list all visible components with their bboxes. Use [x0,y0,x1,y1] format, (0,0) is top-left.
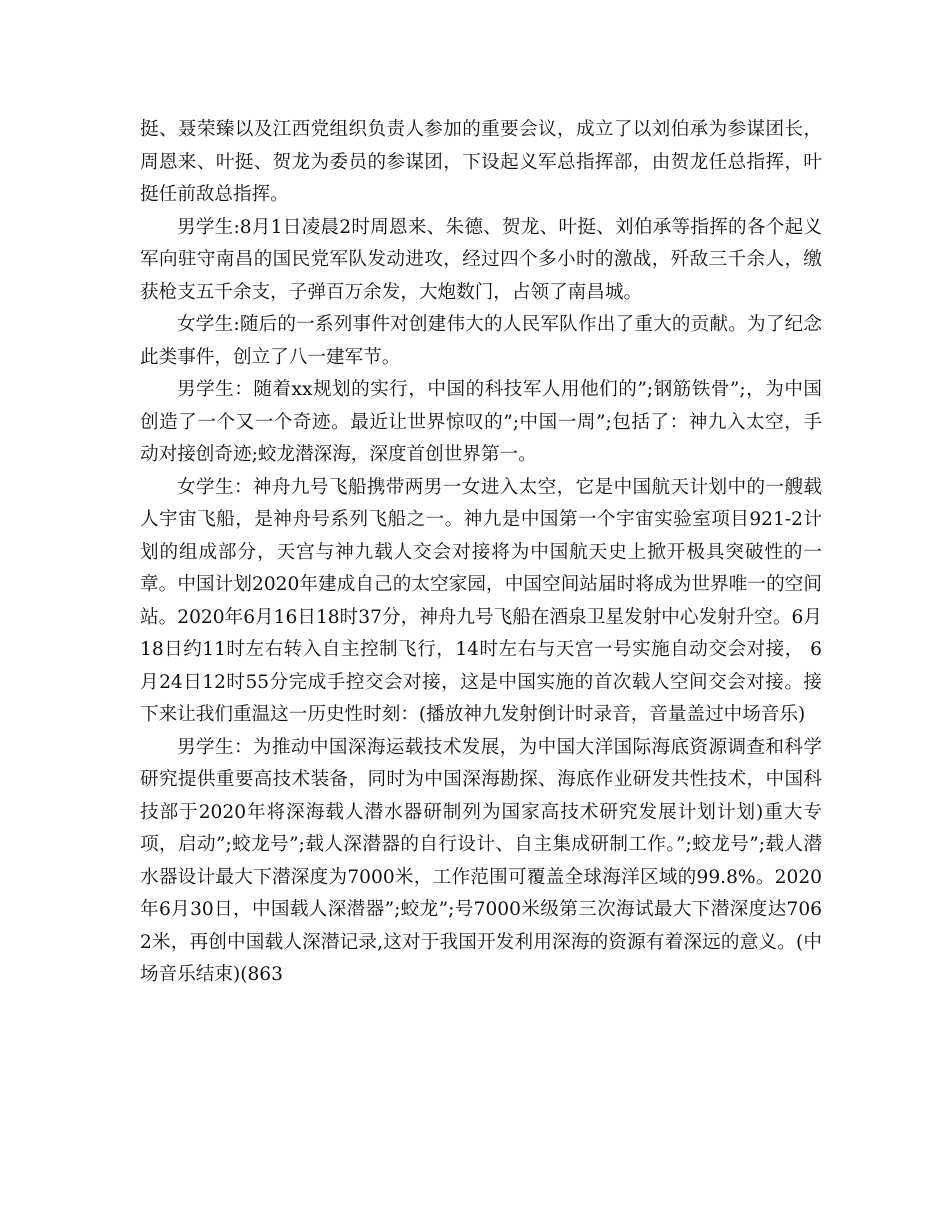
paragraph-male-student-jiaolong: 男学生：为推动中国深海运载技术发展，为中国大洋国际海底资源调查和科学研究提供重要高技术装备，同时为中国深海勘探、海底作业研发共性技术，中国科技部于2020年将深海载人潜水器研制列为国家高技术研究发展计划计划)重大专项，启动”;蛟龙号”;载人深潜器的自行设计、自主集成研制工作。”;蛟龙号”;载人潜水器设计最大下潜深度为7000米，工作范围可覆盖全球海洋区域的99.8%。2020年6月30日，中国载人深潜器”;蛟龙”;号7000米级第三次海试最大下潜深度达7062米，再创中国载人深潜记录,这对于我国开发利用深海的资源有着深远的意义。(中场音乐结束)(863 [140,736,822,985]
paragraph-male-student-nanchang: 男学生:8月1日凌晨2时周恩来、朱德、贺龙、叶挺、刘伯承等指挥的各个起义军向驻守南昌的国民党军队发动进攻，经过四个多小时的激战，歼敌三千余人，缴获枪支五千余支，子弹百万余发，大炮数门，占领了南昌城。 [140,216,822,303]
paragraph-conference-continuation: 挺、聂荣臻以及江西党组织负责人参加的重要会议，成立了以刘伯承为参谋团长，周恩来、叶挺、贺龙为委员的参谋团，下设起义军总指挥部，由贺龙任总指挥，叶挺任前敌总指挥。 [140,119,822,205]
paragraph-male-student-miracles: 男学生：随着xx规划的实行，中国的科技军人用他们的”;钢筋铁骨”;，为中国创造了一个又一个奇迹。最近让世界惊叹的”;中国一周”;包括了：神九入太空，手动对接创奇迹;蛟龙潜深海，深度首创世界第一。 [140,379,822,465]
paragraph-female-student-shenzhou: 女学生：神舟九号飞船携带两男一女进入太空，它是中国航天计划中的一艘载人宇宙飞船，是神舟号系列飞船之一。神九是中国第一个宇宙实验室项目921-2计划的组成部分，天宫与神九载人交会对接将为中国航天史上掀开极具突破性的一章。中国计划2020年建成自己的太空家园，中国空间站届时将成为世界唯一的空间站。2020年6月16日18时37分，神舟九号飞船在酒泉卫星发射中心发射升空。6月18日约11时左右转入自主控制飞行，14时左右与天宫一号实施自动交会对接， 6月24日12时55分完成手控交会对接，这是中国实施的首次载人空间交会对接。接下来让我们重温这一历史性时刻：(播放神九发射倒计时录音，音量盖过中场音乐) [140,476,822,725]
document-body [140,114,822,992]
paragraph-female-student-army-day: 女学生:随后的一系列事件对创建伟大的人民军队作出了重大的贡献。为了纪念此类事件，创立了八一建军节。 [140,314,822,368]
